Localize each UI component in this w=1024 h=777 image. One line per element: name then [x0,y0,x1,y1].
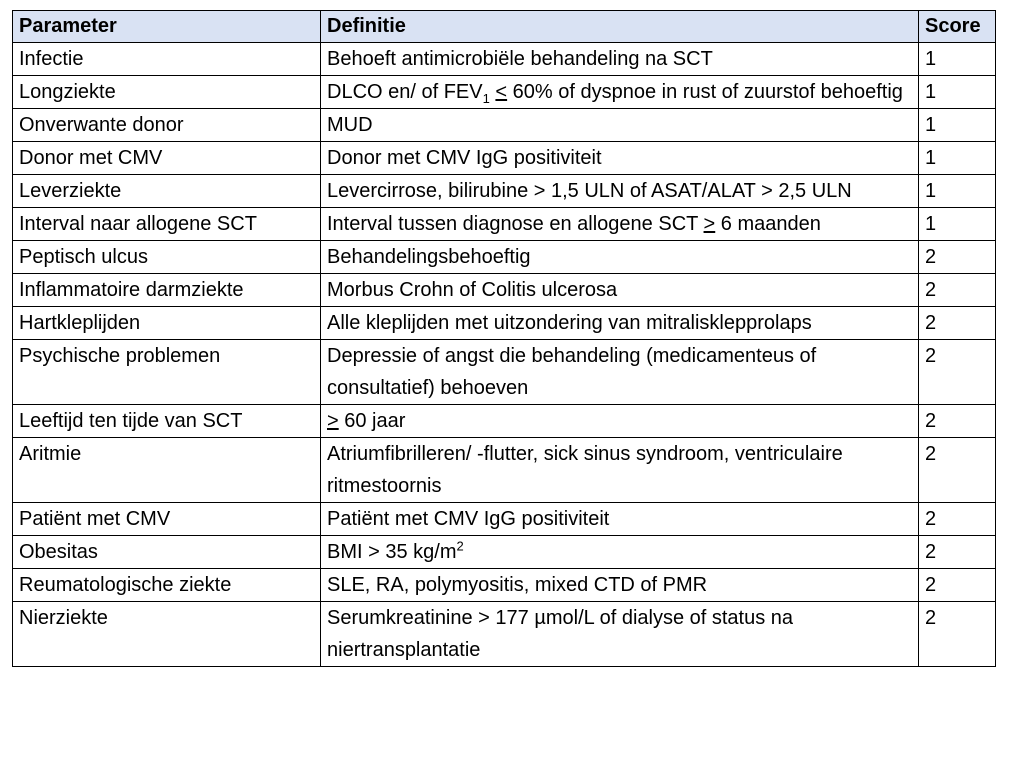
definitie-segment: Atriumfibrilleren/ -flutter, sick sinus syndroom, ventriculaire ritmestoornis [327,443,843,497]
cell-definitie [321,109,919,142]
cell-definitie [321,438,919,503]
table-row [13,76,996,109]
cell-parameter: Peptisch ulcus [13,241,321,274]
definitie-segment: < [495,81,508,103]
cell-parameter: Infectie [13,43,321,76]
cell-score: 1 [919,208,996,241]
cell-score: 2 [919,274,996,307]
cell-definitie [321,43,919,76]
cell-definitie [321,241,919,274]
definitie-segment: 2 [456,538,464,554]
table-row [13,503,996,536]
cell-definitie [321,536,919,569]
definitie-segment: Behoeft antimicrobiële behandeling na SCT [327,48,713,70]
definitie-segment: Alle kleplijden met uitzondering van mitralisklepprolaps [327,312,812,334]
definitie-segment: > [327,410,339,432]
cell-definitie [321,569,919,602]
cell-definitie [321,76,919,109]
definitie-segment: 1 [482,91,490,106]
cell-definitie [321,307,919,340]
definitie-segment: Serumkreatinine > 177 µmol/L of dialyse of status na niertransplantatie [327,607,794,661]
definitie-segment: Depressie of angst die behandeling (medicamenteus of consultatief) behoeven [327,345,817,399]
definitie-segment: > [703,213,716,235]
definitie-segment: Behandelingsbehoeftig [327,246,531,268]
cell-parameter: Leeftijd ten tijde van SCT [13,405,321,438]
cell-parameter: Onverwante donor [13,109,321,142]
cell-definitie [321,602,919,667]
header-score: Score [919,11,996,43]
table-row [13,241,996,274]
cell-score: 1 [919,175,996,208]
table-row [13,274,996,307]
definitie-segment: Patiënt met CMV IgG positiviteit [327,508,610,530]
cell-score: 2 [919,602,996,667]
cell-definitie [321,405,919,438]
definitie-segment: 60% of dyspnoe in rust of zuurstof behoeftig [507,81,903,103]
definitie-segment: MUD [327,114,373,136]
definitie-segment: BMI > 35 kg/m [327,541,457,563]
cell-score: 2 [919,536,996,569]
cell-score: 2 [919,340,996,405]
table-row [13,142,996,175]
cell-parameter: Inflammatoire darmziekte [13,274,321,307]
cell-definitie [321,340,919,405]
cell-score: 2 [919,307,996,340]
cell-score: 2 [919,438,996,503]
score-table-container [12,10,996,667]
cell-definitie [321,142,919,175]
table-header-row [13,11,996,43]
definitie-segment: Levercirrose, bilirubine > 1,5 ULN of ASAT/ALAT > 2,5 ULN [327,180,852,202]
cell-definitie [321,208,919,241]
cell-definitie [321,175,919,208]
cell-score: 1 [919,76,996,109]
cell-parameter: Aritmie [13,438,321,503]
cell-score: 2 [919,405,996,438]
cell-parameter: Hartkleplijden [13,307,321,340]
table-row [13,569,996,602]
table-row [13,405,996,438]
header-parameter: Parameter [13,11,321,43]
table-row [13,175,996,208]
cell-parameter: Nierziekte [13,602,321,667]
cell-parameter: Leverziekte [13,175,321,208]
table-row [13,602,996,667]
cell-score: 1 [919,109,996,142]
cell-score: 2 [919,569,996,602]
cell-score: 1 [919,142,996,175]
definitie-segment: Interval tussen diagnose en allogene SCT [327,213,704,235]
cell-parameter: Interval naar allogene SCT [13,208,321,241]
cell-definitie [321,274,919,307]
definitie-segment: 60 jaar [338,410,406,432]
table-row [13,340,996,405]
header-definitie: Definitie [321,11,919,43]
cell-score: 2 [919,241,996,274]
score-table [12,10,996,667]
table-row [13,438,996,503]
table-row [13,109,996,142]
cell-parameter: Obesitas [13,536,321,569]
cell-parameter: Donor met CMV [13,142,321,175]
cell-parameter: Longziekte [13,76,321,109]
table-row [13,208,996,241]
cell-score: 1 [919,43,996,76]
definitie-segment: Morbus Crohn of Colitis ulcerosa [327,279,618,301]
table-row [13,43,996,76]
cell-parameter: Psychische problemen [13,340,321,405]
definitie-segment: DLCO en/ of FEV [327,81,483,103]
table-row [13,536,996,569]
definitie-segment: SLE, RA, polymyositis, mixed CTD of PMR [327,574,708,596]
definitie-segment: 6 maanden [715,213,821,235]
table-row [13,307,996,340]
definitie-segment: Donor met CMV IgG positiviteit [327,147,602,169]
cell-score: 2 [919,503,996,536]
cell-parameter: Patiënt met CMV [13,503,321,536]
cell-definitie [321,503,919,536]
table-body [13,43,996,667]
cell-parameter: Reumatologische ziekte [13,569,321,602]
